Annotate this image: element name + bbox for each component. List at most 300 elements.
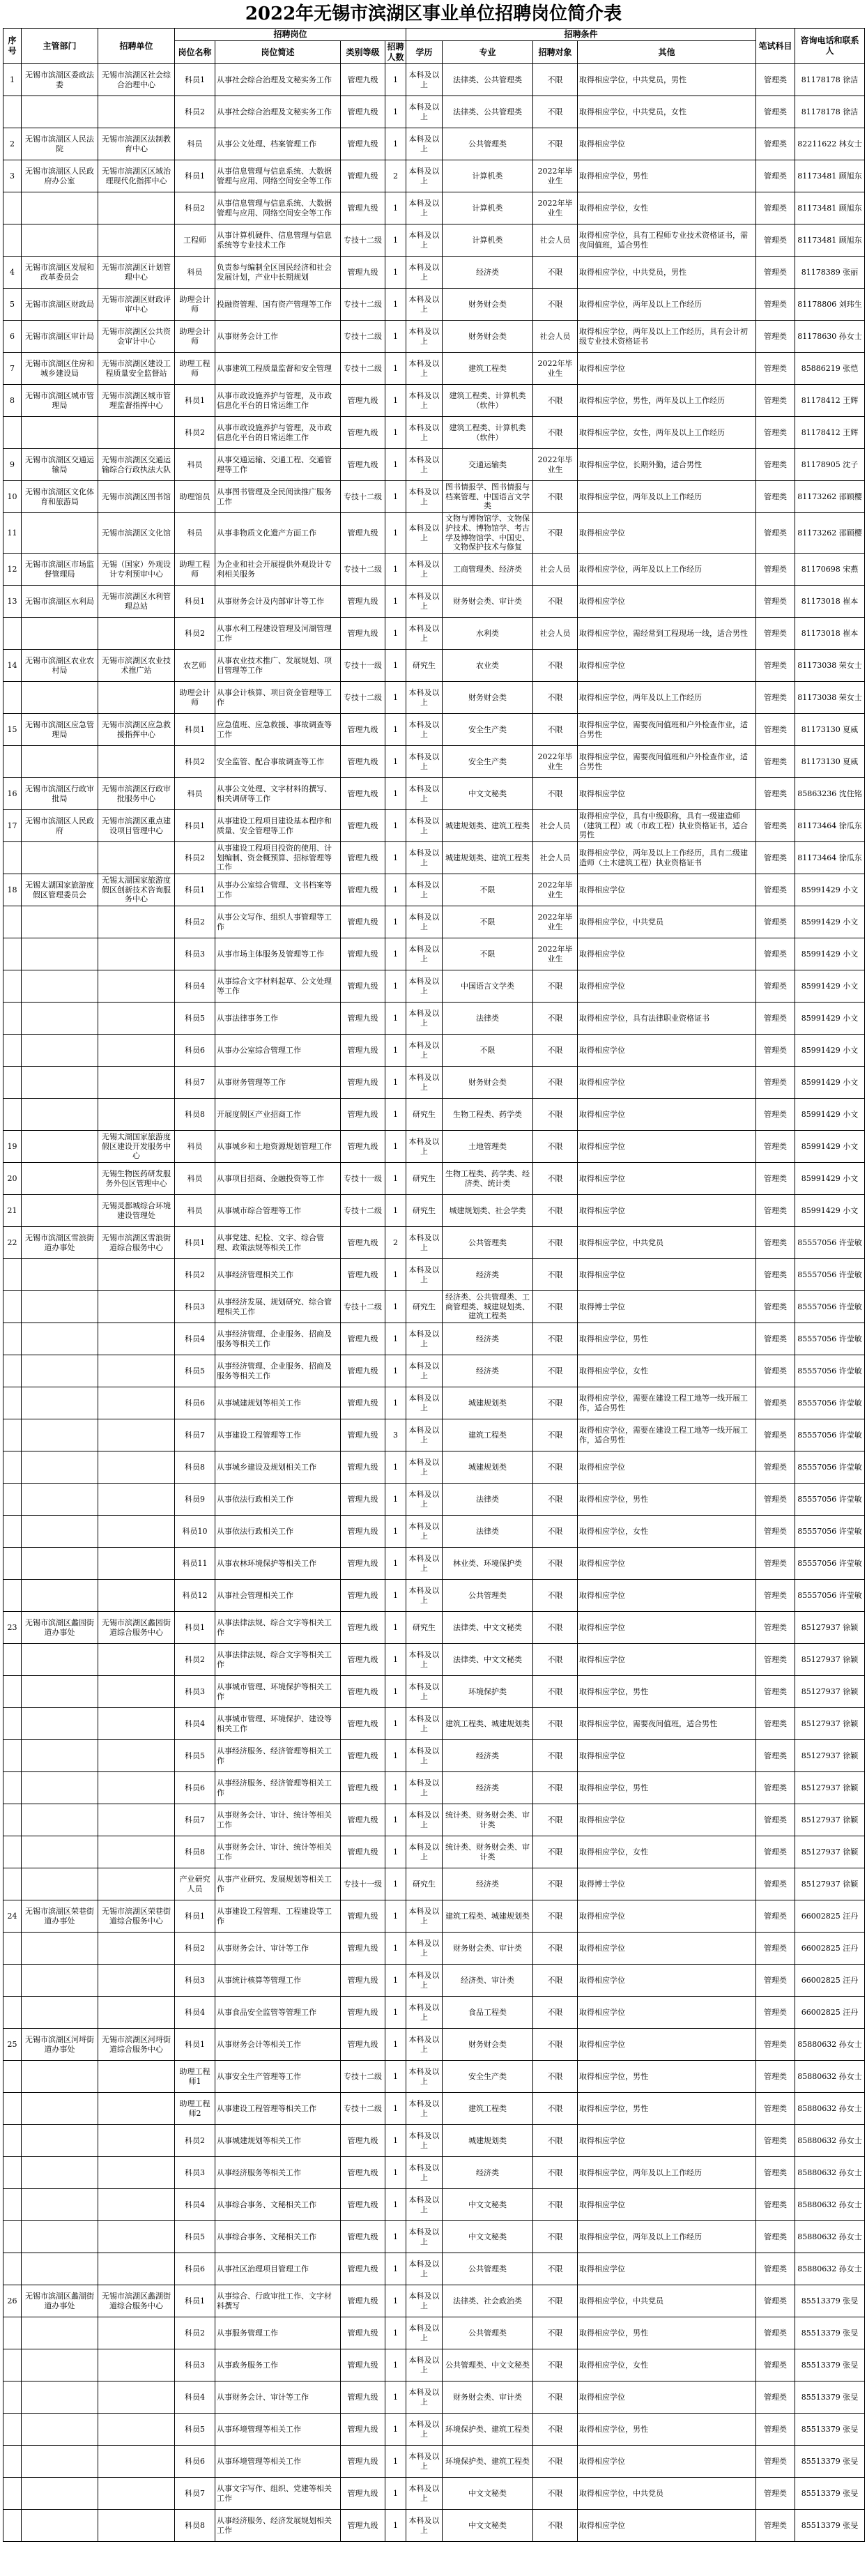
dept-cell [22, 2381, 98, 2414]
post-desc-cell: 为企业和社会开展提供外观设计专利相关服务 [215, 554, 341, 586]
exam-cell: 管理类 [756, 2221, 795, 2253]
other-cell: 取得相应学位，两年及以上工作经历 [578, 2221, 756, 2253]
unit-cell [98, 2349, 175, 2381]
count-cell: 1 [385, 96, 406, 128]
dept-cell: 无锡市滨湖区财政局 [22, 289, 98, 321]
table-row [3, 1676, 865, 1708]
edu-cell: 本科及以上 [406, 513, 443, 554]
seq-cell [3, 682, 22, 714]
edu-cell: 本科及以上 [406, 224, 443, 257]
count-cell: 1 [385, 289, 406, 321]
major-cell: 计算机类 [443, 192, 533, 224]
count-cell: 1 [385, 2381, 406, 2414]
count-cell: 1 [385, 481, 406, 513]
post-desc-cell: 从事建筑工程质量监督和安全管理 [215, 353, 341, 385]
contact-cell: 85991429 小文 [795, 970, 865, 1003]
table-row [3, 1644, 865, 1676]
table-row [3, 2157, 865, 2189]
exam-cell: 管理类 [756, 2414, 795, 2446]
unit-cell [98, 1099, 175, 1131]
contact-cell: 85127937 徐颖 [795, 1868, 865, 1900]
count-cell: 1 [385, 2285, 406, 2317]
table-row [3, 906, 865, 938]
unit-cell [98, 2446, 175, 2478]
post-name-cell: 科员12 [175, 1580, 215, 1612]
count-cell: 1 [385, 810, 406, 842]
header-category: 类别等级 [341, 41, 385, 64]
unit-cell [98, 224, 175, 257]
category-cell: 管理九级 [341, 96, 385, 128]
contact-cell: 85880632 孙女士 [795, 2125, 865, 2157]
other-cell: 取得相应学位，中共党员，男性 [578, 64, 756, 96]
post-desc-cell: 从事综合事务、文秘相关工作 [215, 2189, 341, 2221]
post-desc-cell: 从事会计核算、项目资金管理等工作 [215, 682, 341, 714]
other-cell: 取得相应学位，女性，两年及以上工作经历 [578, 417, 756, 449]
exam-cell: 管理类 [756, 385, 795, 417]
table-row [3, 1067, 865, 1099]
other-cell: 取得相应学位 [578, 1965, 756, 1997]
exam-cell: 管理类 [756, 513, 795, 554]
post-name-cell: 科员 [175, 1163, 215, 1195]
count-cell: 1 [385, 64, 406, 96]
contact-cell: 85557056 许莹敏 [795, 1355, 865, 1387]
dept-cell [22, 1580, 98, 1612]
dept-cell [22, 906, 98, 938]
edu-cell: 本科及以上 [406, 2349, 443, 2381]
dept-cell [22, 2093, 98, 2125]
header-edu: 学历 [406, 41, 443, 64]
seq-cell [3, 2221, 22, 2253]
contact-cell: 81173038 荣女士 [795, 650, 865, 682]
dept-cell: 无锡市滨湖区雪浪街道办事处 [22, 1227, 98, 1259]
contact-cell: 85863236 沈住铭 [795, 778, 865, 810]
contact-cell: 85557056 许莹敏 [795, 1291, 865, 1323]
contact-cell: 85991429 小文 [795, 1131, 865, 1163]
count-cell: 3 [385, 1419, 406, 1451]
category-cell: 管理九级 [341, 2446, 385, 2478]
other-cell: 取得博士学位 [578, 1868, 756, 1900]
exam-cell: 管理类 [756, 1965, 795, 1997]
table-row [3, 1516, 865, 1548]
unit-cell [98, 1644, 175, 1676]
contact-cell: 81178412 王辉 [795, 417, 865, 449]
target-cell: 不限 [533, 1259, 578, 1291]
seq-cell [3, 96, 22, 128]
category-cell: 管理九级 [341, 64, 385, 96]
dept-cell: 无锡市滨湖区委政法委 [22, 64, 98, 96]
post-desc-cell: 从事经济管理、企业服务、招商及服务等相关工作 [215, 1323, 341, 1355]
edu-cell: 本科及以上 [406, 385, 443, 417]
post-name-cell: 科员4 [175, 2381, 215, 2414]
other-cell: 取得相应学位，男性 [578, 2317, 756, 2349]
post-name-cell: 科员6 [175, 2253, 215, 2285]
count-cell: 1 [385, 128, 406, 160]
dept-cell [22, 1644, 98, 1676]
post-desc-cell: 从事经济服务、经济发展规划相关工作 [215, 2510, 341, 2542]
post-name-cell: 科员7 [175, 1804, 215, 1836]
major-cell: 计算机类 [443, 224, 533, 257]
post-desc-cell: 从事依法行政相关工作 [215, 1484, 341, 1516]
table-row [3, 96, 865, 128]
post-name-cell: 科员3 [175, 938, 215, 970]
seq-cell: 3 [3, 160, 22, 192]
other-cell: 取得相应学位，中共党员 [578, 2285, 756, 2317]
post-name-cell: 科员2 [175, 2317, 215, 2349]
post-name-cell: 科员 [175, 128, 215, 160]
post-name-cell: 科员8 [175, 2510, 215, 2542]
dept-cell: 无锡市滨湖区人民法院 [22, 128, 98, 160]
post-desc-cell: 从事市场主体服务及管理等工作 [215, 938, 341, 970]
table-row [3, 1387, 865, 1419]
target-cell: 不限 [533, 289, 578, 321]
edu-cell: 本科及以上 [406, 2189, 443, 2221]
other-cell: 取得相应学位 [578, 1580, 756, 1612]
contact-cell: 81173481 顾旭东 [795, 224, 865, 257]
major-cell: 经济类 [443, 1740, 533, 1772]
exam-cell: 管理类 [756, 682, 795, 714]
count-cell: 1 [385, 321, 406, 353]
edu-cell: 本科及以上 [406, 1259, 443, 1291]
exam-cell: 管理类 [756, 1035, 795, 1067]
dept-cell [22, 842, 98, 874]
seq-cell [3, 1419, 22, 1451]
target-cell: 不限 [533, 1836, 578, 1868]
target-cell: 社会人员 [533, 554, 578, 586]
target-cell: 社会人员 [533, 618, 578, 650]
dept-cell [22, 1965, 98, 1997]
post-desc-cell: 从事财务会计、审计、统计等相关工作 [215, 1836, 341, 1868]
other-cell: 取得相应学位 [578, 1067, 756, 1099]
unit-cell: 无锡市滨湖区交通运输综合行政执法大队 [98, 449, 175, 481]
table-row [3, 1868, 865, 1900]
post-desc-cell: 从事城建规划等相关工作 [215, 2125, 341, 2157]
major-cell: 经济类、审计类 [443, 1965, 533, 1997]
other-cell: 取得相应学位 [578, 778, 756, 810]
contact-cell: 85991429 小文 [795, 938, 865, 970]
exam-cell: 管理类 [756, 1451, 795, 1484]
post-desc-cell: 从事法律法规、综合文字等相关工作 [215, 1612, 341, 1644]
post-desc-cell: 从事财务管理等工作 [215, 1067, 341, 1099]
post-desc-cell: 从事公文写作、组织人事管理等工作 [215, 906, 341, 938]
edu-cell: 本科及以上 [406, 618, 443, 650]
exam-cell: 管理类 [756, 257, 795, 289]
seq-cell: 7 [3, 353, 22, 385]
target-cell: 不限 [533, 2446, 578, 2478]
target-cell: 社会人员 [533, 224, 578, 257]
edu-cell: 本科及以上 [406, 64, 443, 96]
edu-cell: 本科及以上 [406, 778, 443, 810]
seq-cell [3, 1451, 22, 1484]
contact-cell: 85880632 孙女士 [795, 2189, 865, 2221]
unit-cell: 无锡市滨湖区行政审批服务中心 [98, 778, 175, 810]
seq-cell: 4 [3, 257, 22, 289]
edu-cell: 本科及以上 [406, 192, 443, 224]
table-row [3, 1484, 865, 1516]
table-row [3, 128, 865, 160]
contact-cell: 85513379 张旻 [795, 2349, 865, 2381]
unit-cell [98, 1355, 175, 1387]
target-cell: 2022年毕业生 [533, 192, 578, 224]
table-row [3, 650, 865, 682]
other-cell: 取得相应学位，需要在建设工程工地等一线开展工作，适合男性 [578, 1419, 756, 1451]
dept-cell [22, 1387, 98, 1419]
table-row [3, 64, 865, 96]
exam-cell: 管理类 [756, 1997, 795, 2029]
count-cell: 1 [385, 1516, 406, 1548]
major-cell: 财务财会类 [443, 2029, 533, 2061]
category-cell: 专技十二级 [341, 321, 385, 353]
exam-cell: 管理类 [756, 1099, 795, 1131]
unit-cell [98, 192, 175, 224]
post-desc-cell: 从事城建规划等相关工作 [215, 1387, 341, 1419]
contact-cell: 85127937 徐颖 [795, 1804, 865, 1836]
seq-cell: 10 [3, 481, 22, 513]
post-desc-cell: 投融资管理、国有资产管理等工作 [215, 289, 341, 321]
other-cell: 取得相应学位 [578, 2125, 756, 2157]
table-row [3, 289, 865, 321]
seq-cell [3, 1965, 22, 1997]
major-cell: 环境保护类 [443, 1676, 533, 1708]
dept-cell: 无锡市滨湖区水利局 [22, 586, 98, 618]
seq-cell [3, 2446, 22, 2478]
edu-cell: 本科及以上 [406, 449, 443, 481]
target-cell: 2022年毕业生 [533, 449, 578, 481]
category-cell: 管理九级 [341, 1419, 385, 1451]
unit-cell: 无锡市滨湖区社会综合治理中心 [98, 64, 175, 96]
other-cell: 取得相应学位 [578, 2446, 756, 2478]
exam-cell: 管理类 [756, 1868, 795, 1900]
exam-cell: 管理类 [756, 906, 795, 938]
dept-cell [22, 2478, 98, 2510]
post-desc-cell: 从事经济服务等相关工作 [215, 2157, 341, 2189]
unit-cell: 无锡市滨湖区应急救援指挥中心 [98, 714, 175, 746]
category-cell: 管理九级 [341, 1612, 385, 1644]
unit-cell [98, 1868, 175, 1900]
contact-cell: 81173464 徐瓜东 [795, 810, 865, 842]
category-cell: 管理九级 [341, 906, 385, 938]
contact-cell: 81178630 孙女士 [795, 321, 865, 353]
post-name-cell: 助理工程师 [175, 554, 215, 586]
count-cell: 1 [385, 874, 406, 906]
edu-cell: 本科及以上 [406, 1548, 443, 1580]
target-cell: 不限 [533, 1067, 578, 1099]
dept-cell [22, 1708, 98, 1740]
major-cell: 环境保护类、建筑工程类 [443, 2446, 533, 2478]
major-cell: 建筑工程类 [443, 2093, 533, 2125]
exam-cell: 管理类 [756, 192, 795, 224]
unit-cell: 无锡市滨湖区建设工程质量安全监督站 [98, 353, 175, 385]
dept-cell [22, 1772, 98, 1804]
target-cell: 不限 [533, 481, 578, 513]
contact-cell: 85880632 孙女士 [795, 2221, 865, 2253]
post-desc-cell: 从事信息管理与信息系统、大数据管理与应用、网络空间安全等工作 [215, 192, 341, 224]
major-cell: 财务财会类、审计类 [443, 586, 533, 618]
major-cell: 水利类 [443, 618, 533, 650]
dept-cell: 无锡市滨湖区荣巷街道办事处 [22, 1900, 98, 1933]
table-row [3, 2317, 865, 2349]
contact-cell: 82211622 林女士 [795, 128, 865, 160]
unit-cell [98, 906, 175, 938]
exam-cell: 管理类 [756, 1900, 795, 1933]
contact-cell: 66002825 汪丹 [795, 1965, 865, 1997]
exam-cell: 管理类 [756, 586, 795, 618]
dept-cell [22, 618, 98, 650]
edu-cell: 本科及以上 [406, 746, 443, 778]
contact-cell: 81173130 夏威 [795, 746, 865, 778]
category-cell: 专技十二级 [341, 554, 385, 586]
post-desc-cell: 应急值班、应急救援、事故调查等工作 [215, 714, 341, 746]
unit-cell: 无锡市滨湖区蠡湖街道综合服务中心 [98, 2285, 175, 2317]
unit-cell [98, 746, 175, 778]
post-name-cell: 科员 [175, 257, 215, 289]
major-cell: 建筑工程类、城建规划类 [443, 1708, 533, 1740]
table-row [3, 2189, 865, 2221]
dept-cell [22, 1548, 98, 1580]
post-desc-cell: 从事项目招商、金融投资等工作 [215, 1163, 341, 1195]
header-target: 招聘对象 [533, 41, 578, 64]
post-desc-cell: 从事经济发展、规划研究、综合管理相关工作 [215, 1291, 341, 1323]
unit-cell: 无锡市滨湖区公共资金审计中心 [98, 321, 175, 353]
major-cell: 食品工程类 [443, 1997, 533, 2029]
table-row [3, 1003, 865, 1035]
other-cell: 取得相应学位 [578, 1131, 756, 1163]
contact-cell: 81173130 夏威 [795, 714, 865, 746]
count-cell: 1 [385, 1003, 406, 1035]
target-cell: 不限 [533, 1227, 578, 1259]
edu-cell: 本科及以上 [406, 257, 443, 289]
seq-cell [3, 970, 22, 1003]
dept-cell [22, 2157, 98, 2189]
table-row [3, 160, 865, 192]
exam-cell: 管理类 [756, 1580, 795, 1612]
dept-cell [22, 1003, 98, 1035]
major-cell: 法律类 [443, 1484, 533, 1516]
category-cell: 管理九级 [341, 1997, 385, 2029]
seq-cell [3, 1387, 22, 1419]
post-desc-cell: 从事文字写作、组织、党建等相关工作 [215, 2478, 341, 2510]
table-row [3, 1355, 865, 1387]
edu-cell: 本科及以上 [406, 321, 443, 353]
dept-cell [22, 1451, 98, 1484]
post-name-cell: 科员 [175, 778, 215, 810]
seq-cell [3, 746, 22, 778]
other-cell: 取得相应学位，男性 [578, 2093, 756, 2125]
unit-cell: 无锡市滨湖区文化馆 [98, 513, 175, 554]
dept-cell [22, 1419, 98, 1451]
other-cell: 取得博士学位 [578, 1291, 756, 1323]
major-cell: 公共管理类 [443, 1227, 533, 1259]
exam-cell: 管理类 [756, 874, 795, 906]
post-name-cell: 科员3 [175, 1676, 215, 1708]
seq-cell: 14 [3, 650, 22, 682]
count-cell: 1 [385, 2510, 406, 2542]
table-row [3, 2381, 865, 2414]
table-row [3, 2285, 865, 2317]
other-cell: 取得相应学位 [578, 2510, 756, 2542]
edu-cell: 本科及以上 [406, 1227, 443, 1259]
post-name-cell: 科员5 [175, 2221, 215, 2253]
major-cell: 经济类 [443, 1868, 533, 1900]
edu-cell: 本科及以上 [406, 353, 443, 385]
seq-cell [3, 2093, 22, 2125]
target-cell: 不限 [533, 1484, 578, 1516]
dept-cell: 无锡太湖国家旅游度假区管理委员会 [22, 874, 98, 906]
unit-cell [98, 970, 175, 1003]
dept-cell: 无锡市滨湖区文化体育和旅游局 [22, 481, 98, 513]
category-cell: 管理九级 [341, 1099, 385, 1131]
unit-cell [98, 2381, 175, 2414]
dept-cell [22, 1516, 98, 1548]
count-cell: 1 [385, 1291, 406, 1323]
target-cell: 不限 [533, 2125, 578, 2157]
major-cell: 统计类、财务财会类、审计类 [443, 1836, 533, 1868]
table-body [3, 64, 865, 2542]
category-cell: 管理九级 [341, 2157, 385, 2189]
seq-cell: 5 [3, 289, 22, 321]
post-desc-cell: 从事安全生产管理等工作 [215, 2061, 341, 2093]
category-cell: 专技十一级 [341, 1868, 385, 1900]
seq-cell [3, 1291, 22, 1323]
contact-cell: 81173464 徐瓜东 [795, 842, 865, 874]
dept-cell [22, 1676, 98, 1708]
major-cell: 城建规划类 [443, 1451, 533, 1484]
seq-cell [3, 224, 22, 257]
table-row [3, 417, 865, 449]
target-cell: 不限 [533, 2221, 578, 2253]
category-cell: 管理九级 [341, 2029, 385, 2061]
post-desc-cell: 从事城乡和土地资源规划管理工作 [215, 1131, 341, 1163]
unit-cell [98, 96, 175, 128]
exam-cell: 管理类 [756, 1708, 795, 1740]
header-dept: 主管部门 [22, 29, 98, 64]
count-cell: 1 [385, 449, 406, 481]
dept-cell [22, 2349, 98, 2381]
other-cell: 取得相应学位，两年及以上工作经历 [578, 682, 756, 714]
category-cell: 管理九级 [341, 586, 385, 618]
post-desc-cell: 从事政务服务工作 [215, 2349, 341, 2381]
count-cell: 1 [385, 1259, 406, 1291]
edu-cell: 研究生 [406, 1291, 443, 1323]
exam-cell: 管理类 [756, 160, 795, 192]
exam-cell: 管理类 [756, 1772, 795, 1804]
count-cell: 1 [385, 1451, 406, 1484]
table-row [3, 1163, 865, 1195]
contact-cell: 85886219 张恺 [795, 353, 865, 385]
unit-cell [98, 1548, 175, 1580]
major-cell: 法律类 [443, 1516, 533, 1548]
target-cell: 不限 [533, 1195, 578, 1227]
table-row [3, 842, 865, 874]
major-cell: 农业类 [443, 650, 533, 682]
unit-cell: 无锡市滨湖区图书馆 [98, 481, 175, 513]
post-desc-cell: 从事市政设施养护与管理，及市政信息化平台的日常运维工作 [215, 417, 341, 449]
other-cell: 取得相应学位，女性 [578, 192, 756, 224]
major-cell: 土地管理类 [443, 1131, 533, 1163]
count-cell: 1 [385, 2253, 406, 2285]
major-cell: 不限 [443, 874, 533, 906]
contact-cell: 85557056 许莹敏 [795, 1419, 865, 1451]
other-cell: 取得相应学位，男性 [578, 160, 756, 192]
contact-cell: 85513379 张旻 [795, 2446, 865, 2478]
category-cell: 管理九级 [341, 1580, 385, 1612]
other-cell: 取得相应学位 [578, 2029, 756, 2061]
category-cell: 管理九级 [341, 449, 385, 481]
count-cell: 1 [385, 1836, 406, 1868]
count-cell: 1 [385, 2221, 406, 2253]
post-desc-cell: 从事交通运输、交通工程、交通管理等工作 [215, 449, 341, 481]
major-cell: 法律类、公共管理类 [443, 64, 533, 96]
category-cell: 管理九级 [341, 2285, 385, 2317]
